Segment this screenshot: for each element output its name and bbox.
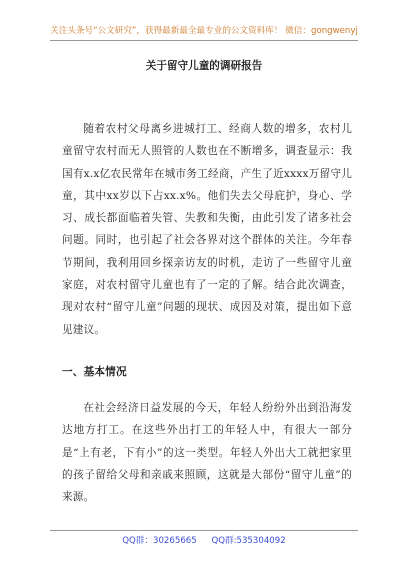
intro-paragraph: 随着农村父母离乡进城打工、经商人数的增多，农村儿童留守农村而无人照管的人数也在不断增多，调查显示：我国有x.x亿农民常年在城市务工经商，产生了近xxxx万留守儿童，其中xx岁以下占xx.x%。他们失去父母庇护，身心、学习、成长都面临着失管、失教和失衡，由此引发了诸多社会问题。同时，也引起了社会各界对这个群体的关注。今年春节期间，我利用回乡探亲访友的时机，走访了一些留守儿童家庭，对农村留守儿童也有了一定的了解。结合此次调查，现对农村“留守儿童”问题的现状、成因及对策，提出如下意见建议。 bbox=[62, 123, 352, 336]
document-body bbox=[62, 118, 352, 508]
footer-divider bbox=[50, 530, 358, 531]
footer-qq-group-2: QQ群:535304092 bbox=[211, 536, 286, 546]
page-header: 关注头条号“公文研究”，获得最新最全最专业的公文资料库！ 微信：gongwenyj bbox=[50, 26, 358, 36]
section-paragraph: 在社会经济日益发展的今天，年轻人纷纷外出到沿海发达地方打工。在这些外出打工的年轻人中，有很大一部分是“上有老，下有小”的这一类型。年轻人外出大工就把家里的孩子留给父母和亲戚来照顾，这就是大部份“留守儿童”的来源。 bbox=[62, 401, 352, 504]
footer-qq-group-1: QQ群：30265665 bbox=[122, 536, 197, 546]
section-heading: 一、基本情况 bbox=[62, 365, 127, 378]
page-footer bbox=[0, 534, 408, 546]
document-title: 关于留守儿童的调研报告 bbox=[145, 60, 263, 72]
header-divider bbox=[50, 40, 358, 41]
